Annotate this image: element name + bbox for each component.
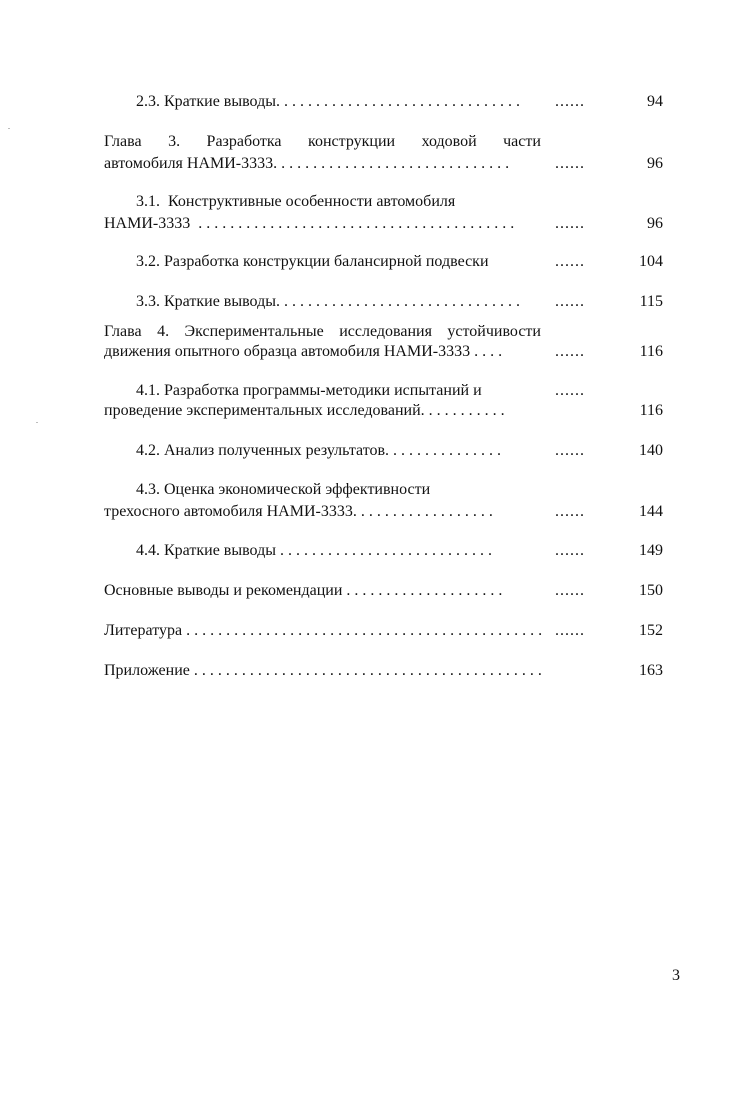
scan-speck [36, 422, 38, 423]
toc-chapter-3-word: Глава [104, 133, 142, 150]
toc-entry-literature-ellipsis: ...... [555, 622, 585, 639]
toc-chapter-4-word: Экспериментальные [184, 323, 324, 340]
toc-chapter-3-word: части [503, 133, 541, 150]
toc-chapter-4-ellipsis: ...... [555, 343, 585, 360]
toc-entry-appendix-page: 163 [639, 662, 663, 679]
toc-entry-4-4-page: 149 [639, 542, 663, 559]
toc-entry-2-3-page: 94 [647, 93, 663, 110]
toc-entry-3-3-title: 3.3. Краткие выводы. . . . . . . . . . . . . . . . . . . . . . . . . . . . . . . [136, 293, 520, 310]
toc-entry-4-2-ellipsis: ...... [555, 442, 585, 459]
toc-entry-4-3-ellipsis: ...... [555, 503, 585, 520]
toc-entry-literature-page: 152 [639, 622, 663, 639]
toc-entry-2-3-title: 2.3. Краткие выводы. . . . . . . . . . . . . . . . . . . . . . . . . . . . . . . [136, 93, 520, 110]
toc-entry-3-1-page: 96 [647, 215, 663, 232]
toc-entry-4-3-page: 144 [639, 503, 663, 520]
toc-chapter-4-word: 4. [157, 323, 170, 340]
toc-entry-4-2-page: 140 [639, 442, 663, 459]
toc-chapter-4-line2: движения опытного образца автомобиля НАМИ-3333 . . . . [104, 343, 503, 360]
toc-entry-3-1-line1: 3.1. Конструктивные особенности автомобиля [136, 193, 456, 210]
toc-entry-3-3-ellipsis: ...... [555, 293, 585, 310]
toc-entry-4-3-line2: трехосного автомобиля НАМИ-3333. . . . . . . . . . . . . . . . . . [104, 503, 493, 520]
toc-entry-4-1-page: 116 [639, 402, 663, 419]
scan-speck [8, 128, 10, 129]
toc-chapter-4-page: 116 [639, 343, 663, 360]
toc-entry-4-4-ellipsis: ...... [555, 542, 585, 559]
toc-chapter-3-line1 [104, 132, 541, 152]
toc-entry-literature-title: Литература . . . . . . . . . . . . . . . . . . . . . . . . . . . . . . . . . . . . . . . . . . . . . [104, 622, 543, 639]
toc-entry-4-1-line1: 4.1. Разработка программы-методики испытаний и [136, 382, 482, 399]
toc-chapter-4-line1 [104, 322, 541, 342]
toc-chapter-3-word: ходовой [421, 133, 477, 150]
toc-chapter-3-word: конструкции [308, 133, 396, 150]
toc-entry-2-3-ellipsis: ...... [555, 93, 585, 110]
page-number: 3 [672, 967, 680, 984]
toc-entry-3-1-line2: НАМИ-3333 . . . . . . . . . . . . . . . . . . . . . . . . . . . . . . . . . . . . . . . . [104, 215, 515, 232]
toc-entry-3-2-page: 104 [639, 253, 663, 270]
toc-entry-conclusions-title: Основные выводы и рекомендации . . . . . . . . . . . . . . . . . . . . [104, 582, 503, 599]
toc-chapter-3-ellipsis: ...... [555, 155, 585, 172]
toc-entry-conclusions-ellipsis: ...... [555, 582, 585, 599]
toc-chapter-4-word: исследования [339, 323, 432, 340]
toc-entry-3-2-ellipsis: ...... [555, 253, 585, 270]
toc-chapter-4-word: устойчивости [447, 323, 541, 340]
toc-chapter-3-line2: автомобиля НАМИ-3333. . . . . . . . . . . . . . . . . . . . . . . . . . . . . . [104, 155, 510, 172]
toc-entry-appendix-title: Приложение . . . . . . . . . . . . . . . . . . . . . . . . . . . . . . . . . . . . . . . . . . . . [104, 662, 542, 679]
toc-entry-4-4-title: 4.4. Краткие выводы . . . . . . . . . . . . . . . . . . . . . . . . . . . [136, 542, 492, 559]
toc-chapter-3-word: 3. [168, 133, 181, 150]
toc-entry-3-2-title: 3.2. Разработка конструкции балансирной подвески [136, 253, 489, 270]
toc-entry-4-3-line1: 4.3. Оценка экономической эффективности [136, 481, 431, 498]
toc-entry-4-1-line2: проведение экспериментальных исследований. . . . . . . . . . . [104, 402, 505, 419]
toc-entry-3-3-page: 115 [639, 293, 663, 310]
toc-entry-4-2-title: 4.2. Анализ полученных результатов. . . . . . . . . . . . . . . [136, 442, 502, 459]
toc-chapter-4-word: Глава [104, 323, 142, 340]
toc-entry-4-1-ellipsis: ...... [555, 382, 585, 399]
toc-chapter-3-word: Разработка [206, 133, 282, 150]
toc-entry-3-1-ellipsis: ...... [555, 215, 585, 232]
toc-chapter-3-page: 96 [647, 155, 663, 172]
toc-entry-conclusions-page: 150 [639, 582, 663, 599]
